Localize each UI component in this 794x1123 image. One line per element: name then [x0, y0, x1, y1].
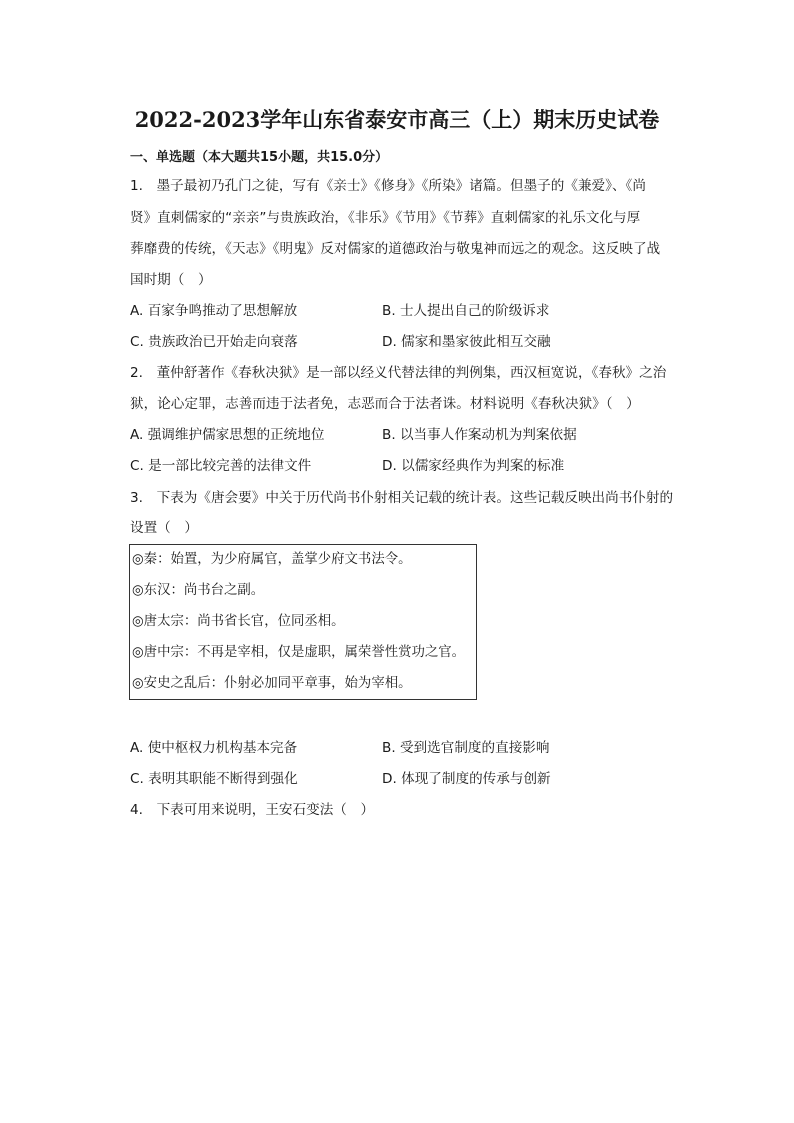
question-3-option-a: A. 使中枢权力机构基本完备: [130, 740, 298, 756]
section-heading: 一、单选题（本大题共15小题，共15.0分）: [130, 150, 389, 165]
question-2-line: 狱，论心定罪，志善而违于法者免，志恶而合于法者诛。材料说明《春秋决狱》（ ）: [130, 396, 640, 412]
question-2-option-b: B. 以当事人作案动机为判案依据: [382, 427, 577, 443]
question-3-table: [129, 544, 477, 700]
exam-title: 2022-2023学年山东省泰安市高三（上）期末历史试卷: [134, 107, 660, 132]
question-1-line: 葬靡费的传统，《天志》《明鬼》反对儒家的道德政治与敬鬼神而远之的观念。这反映了战: [130, 241, 661, 257]
table-row: ◎东汉：尚书台之副。: [132, 583, 265, 598]
question-2-option-a: A. 强调维护儒家思想的正统地位: [130, 427, 325, 443]
question-1-option-c: C. 贵族政治已开始走向衰落: [130, 334, 298, 350]
table-row: ◎安史之乱后：仆射必加同平章事，始为宰相。: [132, 676, 412, 691]
table-row: ◎唐太宗：尚书省长官，位同丞相。: [132, 614, 345, 629]
question-1-option-b: B. 士人提出自己的阶级诉求: [382, 303, 550, 319]
question-1-option-a: A. 百家争鸣推动了思想解放: [130, 303, 298, 319]
question-3-line: 3. 下表为《唐会要》中关于历代尚书仆射相关记载的统计表。这些记载反映出尚书仆射的: [130, 490, 674, 506]
question-3-line: 设置（ ）: [130, 520, 198, 536]
question-2-line: 2. 董仲舒著作《春秋决狱》是一部以经义代替法律的判例集，西汉桓宽说，《春秋》之治: [130, 365, 667, 381]
question-1-line: 贤》直刺儒家的“亲亲”与贵族政治，《非乐》《节用》《节葬》直刺儒家的礼乐文化与厚: [130, 210, 641, 226]
question-1-line: 1. 墨子最初乃孔门之徒，写有《亲士》《修身》《所染》诸篇。但墨子的《兼爱》、《尚: [130, 178, 646, 194]
question-1-option-d: D. 儒家和墨家彼此相互交融: [382, 334, 551, 350]
question-3-option-c: C. 表明其职能不断得到强化: [130, 771, 298, 787]
table-row: ◎唐中宗：不再是宰相，仅是虚职，属荣誉性赏功之官。: [132, 645, 466, 660]
question-2-option-d: D. 以儒家经典作为判案的标准: [382, 458, 565, 474]
question-3-option-b: B. 受到选官制度的直接影响: [382, 740, 550, 756]
question-4-line: 4. 下表可用来说明，王安石变法（ ）: [130, 802, 375, 818]
question-2-option-c: C. 是一部比较完善的法律文件: [130, 458, 312, 474]
question-3-option-d: D. 体现了制度的传承与创新: [382, 771, 551, 787]
table-row: ◎秦：始置，为少府属官，盖掌少府文书法令。: [132, 552, 412, 567]
question-1-line: 国时期（ ）: [130, 272, 212, 288]
